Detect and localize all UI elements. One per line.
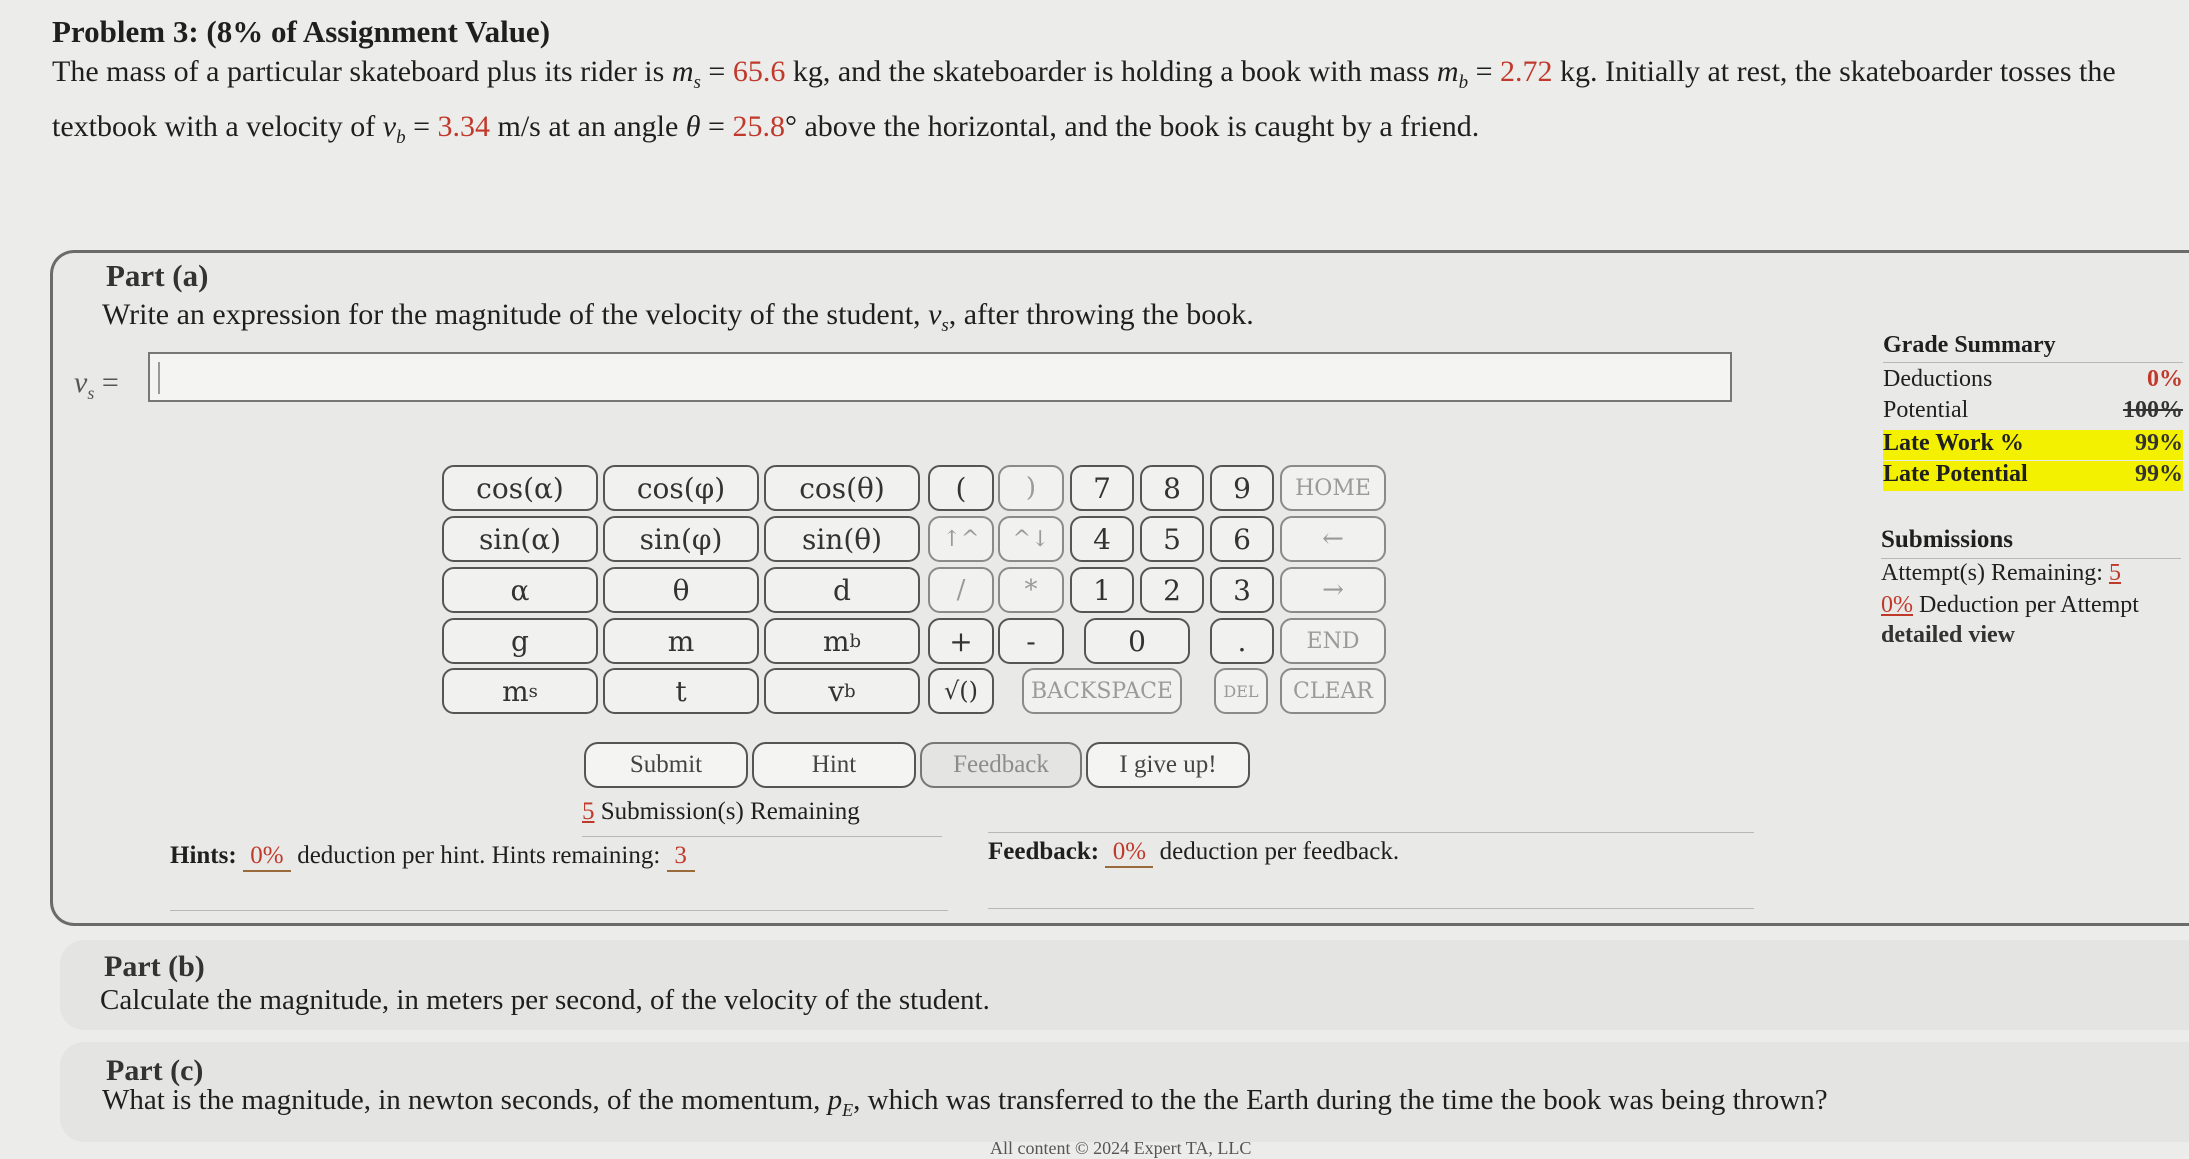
feedback-prefix: Feedback: <box>988 838 1100 865</box>
divider <box>1881 558 2181 559</box>
feedback-area-divider <box>988 908 1754 909</box>
part-a-question <box>102 298 1254 337</box>
vb-value: 3.34 <box>437 110 491 143</box>
late-work-value: 99% <box>2135 430 2183 456</box>
key-9[interactable]: 9 <box>1210 465 1274 511</box>
key-ms-sub: s <box>528 680 538 702</box>
potential-value: 100% <box>2123 397 2183 423</box>
problem-text-1: The mass of a particular skateboard plus its rider is <box>52 55 672 88</box>
part-b-question: Calculate the magnitude, in meters per second, of the velocity of the student. <box>100 984 990 1016</box>
key-right-arrow[interactable]: → <box>1280 567 1386 613</box>
key-m[interactable]: m <box>603 618 759 664</box>
deductions-label: Deductions <box>1883 366 1993 392</box>
submit-button[interactable]: Submit <box>584 742 748 788</box>
pe-symbol: p <box>827 1084 843 1116</box>
key-mb[interactable] <box>764 618 920 664</box>
key-vb-sub: b <box>844 680 856 702</box>
hints-mid: deduction per hint. Hints remaining: <box>290 842 661 869</box>
key-sqrt[interactable]: √() <box>928 668 994 714</box>
problem-text-2: kg, and the skateboarder is holding a book with mass <box>785 55 1437 88</box>
late-work-row <box>1883 430 2183 460</box>
divider <box>582 836 942 837</box>
key-0[interactable]: 0 <box>1084 618 1190 664</box>
pe-subscript: E <box>842 1099 854 1120</box>
part-c-question-1: What is the magnitude, in newton seconds, of the momentum, <box>102 1084 828 1116</box>
part-c-question-2: , which was transferred to the the Earth during the time the book was being thrown? <box>853 1084 1828 1116</box>
feedback-deduction: 0% <box>1105 838 1153 868</box>
submissions-remaining-count: 5 <box>582 798 595 825</box>
answer-label <box>74 366 119 404</box>
vs-subscript: s <box>941 315 949 336</box>
part-a-question-2: , after throwing the book. <box>948 298 1254 331</box>
hints-info <box>170 842 695 872</box>
key-decimal[interactable]: . <box>1210 618 1274 664</box>
late-work-label: Late Work % <box>1883 430 2024 456</box>
key-ms[interactable] <box>442 668 598 714</box>
key-sin-phi[interactable]: sin(φ) <box>603 516 759 562</box>
divider <box>1883 362 2183 363</box>
feedback-button[interactable]: Feedback <box>920 742 1082 788</box>
key-cos-theta[interactable]: cos(θ) <box>764 465 920 511</box>
deductions-value: 0% <box>2147 366 2183 392</box>
key-1[interactable]: 1 <box>1070 567 1134 613</box>
key-5[interactable]: 5 <box>1140 516 1204 562</box>
key-backspace[interactable]: BACKSPACE <box>1022 668 1182 714</box>
key-sin-alpha[interactable]: sin(α) <box>442 516 598 562</box>
late-potential-row <box>1883 461 2183 491</box>
key-mb-main: m <box>822 624 850 658</box>
problem-text-4: m/s at an angle <box>490 110 686 143</box>
problem-text-5: ° above the horizontal, and the book is caught by a friend. <box>784 110 1480 143</box>
feedback-suffix: deduction per feedback. <box>1153 838 1400 865</box>
mb-symbol: m <box>1436 55 1459 88</box>
key-open-paren[interactable]: ( <box>928 465 994 511</box>
feedback-info <box>988 838 1399 868</box>
key-close-paren[interactable]: ) <box>998 465 1064 511</box>
key-multiply[interactable]: * <box>998 567 1064 613</box>
theta-equals: = <box>700 110 733 143</box>
late-potential-label: Late Potential <box>1883 461 2028 487</box>
submissions-remaining-label: Submission(s) Remaining <box>594 798 860 825</box>
key-2[interactable]: 2 <box>1140 567 1204 613</box>
potential-label: Potential <box>1883 397 1969 423</box>
key-6[interactable]: 6 <box>1210 516 1274 562</box>
key-t[interactable]: t <box>603 668 759 714</box>
deduction-per-attempt <box>1881 592 2139 619</box>
mb-subscript: b <box>1458 72 1469 93</box>
vs-symbol: v <box>928 298 942 331</box>
submissions-title: Submissions <box>1881 526 2014 553</box>
detailed-view-link[interactable]: detailed view <box>1881 622 2015 648</box>
vb-equals: = <box>405 110 438 143</box>
key-clear[interactable]: CLEAR <box>1280 668 1386 714</box>
text-caret <box>158 362 160 394</box>
submissions-remaining <box>582 798 860 826</box>
hints-area-divider <box>170 910 948 911</box>
give-up-button[interactable]: I give up! <box>1086 742 1250 788</box>
key-ms-main: m <box>502 674 529 708</box>
late-potential-value: 99% <box>2135 461 2183 487</box>
part-c-label: Part (c) <box>106 1054 204 1087</box>
deduction-attempt-value: 0% <box>1881 592 1913 618</box>
key-mb-sub: b <box>849 630 862 652</box>
problem-statement <box>52 50 2172 160</box>
grade-summary-title <box>1883 332 2183 362</box>
theta-symbol: θ <box>685 110 701 143</box>
problem-title: Problem 3: (8% of Assignment Value) <box>52 14 551 49</box>
key-del[interactable]: DEL <box>1214 668 1268 714</box>
divider <box>988 832 1754 833</box>
key-g[interactable]: g <box>442 618 598 664</box>
deductions-row <box>1883 366 2183 396</box>
answer-label-equals: = <box>94 366 119 399</box>
key-alpha[interactable]: α <box>442 567 598 613</box>
part-b-label: Part (b) <box>104 950 205 983</box>
part-a-question-1: Write an expression for the magnitude of the velocity of the student, <box>102 298 929 331</box>
hints-remaining: 3 <box>667 842 695 872</box>
key-8[interactable]: 8 <box>1140 465 1204 511</box>
mb-value: 2.72 <box>1499 55 1553 88</box>
ms-symbol: m <box>671 55 694 88</box>
key-sin-theta[interactable]: sin(θ) <box>764 516 920 562</box>
key-home[interactable]: HOME <box>1280 465 1386 511</box>
attempts-label: Attempt(s) Remaining: <box>1881 560 2109 586</box>
mb-equals: = <box>1468 55 1500 88</box>
part-a-label: Part (a) <box>106 258 209 293</box>
key-vb-main: v <box>828 674 845 708</box>
hint-button[interactable]: Hint <box>752 742 916 788</box>
key-4[interactable]: 4 <box>1070 516 1134 562</box>
key-minus[interactable]: - <box>998 618 1064 664</box>
key-3[interactable]: 3 <box>1210 567 1274 613</box>
key-up[interactable]: ↑^ <box>928 516 994 562</box>
theta-value: 25.8 <box>732 110 785 143</box>
ms-value: 65.6 <box>732 55 786 88</box>
grade-summary-title-text: Grade Summary <box>1883 332 2056 358</box>
part-c-question <box>102 1084 1828 1121</box>
vb-subscript: b <box>396 127 406 148</box>
key-left-arrow[interactable]: ← <box>1280 516 1386 562</box>
vb-symbol: v <box>382 110 397 143</box>
attempts-remaining <box>1881 560 2121 587</box>
deduction-attempt-label: Deduction per Attempt <box>1913 592 2139 618</box>
hints-deduction: 0% <box>243 842 291 872</box>
copyright-footer: All content © 2024 Expert TA, LLC <box>990 1138 1252 1158</box>
potential-row <box>1883 397 2183 427</box>
key-down[interactable]: ^↓ <box>998 516 1064 562</box>
key-theta[interactable]: θ <box>603 567 759 613</box>
key-end[interactable]: END <box>1280 618 1386 664</box>
key-plus[interactable]: + <box>928 618 994 664</box>
answer-label-symbol: v <box>74 366 88 399</box>
key-divide[interactable]: / <box>928 567 994 613</box>
problem-text-3: kg. Initially at rest, the skateboarder tosses the textbook with a velocity of <box>52 55 2116 143</box>
attempts-value: 5 <box>2108 560 2121 586</box>
key-d[interactable]: d <box>764 567 920 613</box>
answer-input[interactable] <box>148 352 1732 402</box>
ms-equals: = <box>700 55 733 88</box>
key-cos-phi[interactable]: cos(φ) <box>603 465 759 511</box>
hints-prefix: Hints: <box>170 842 237 869</box>
answer-label-subscript: s <box>87 383 95 403</box>
key-cos-alpha[interactable]: cos(α) <box>442 465 598 511</box>
ms-subscript: s <box>693 72 701 93</box>
key-vb[interactable] <box>764 668 920 714</box>
key-7[interactable]: 7 <box>1070 465 1134 511</box>
